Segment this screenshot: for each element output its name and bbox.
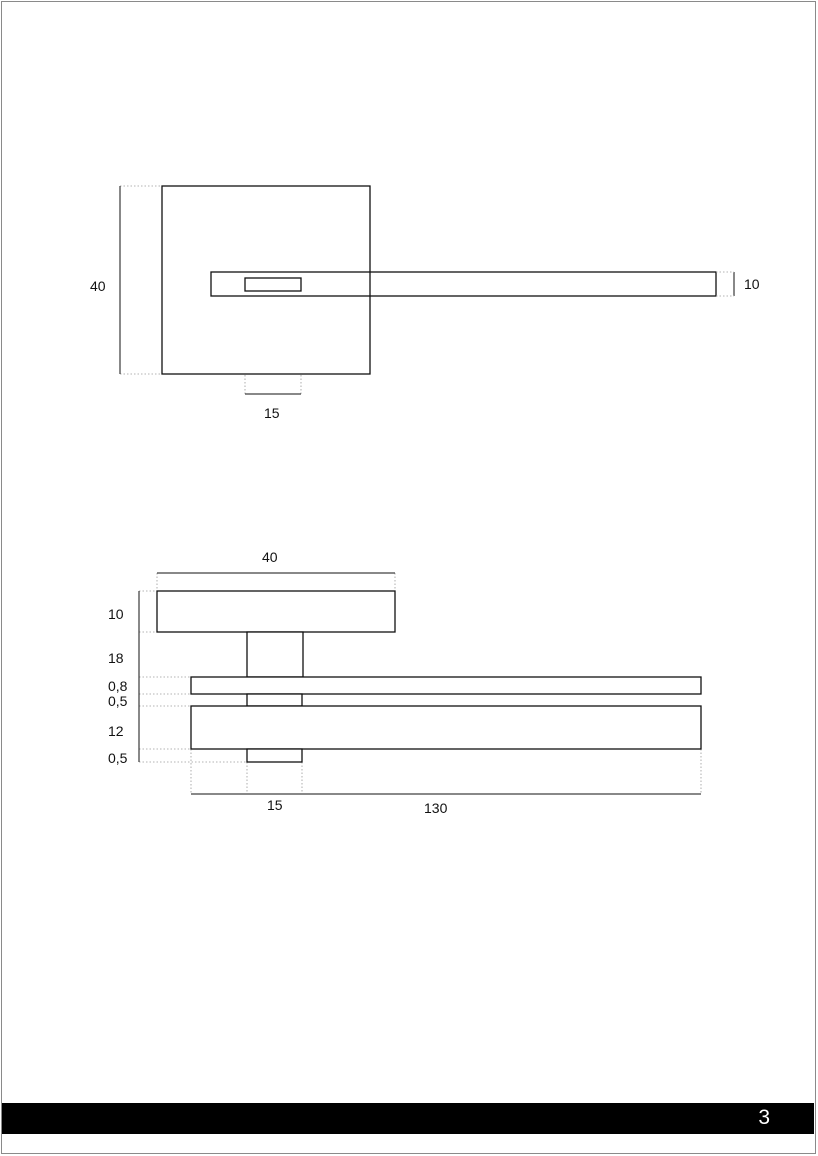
thin-plate (191, 677, 701, 694)
dim-label-spindle: 15 (264, 405, 280, 421)
dim-label-spindle: 15 (267, 797, 283, 813)
dim-label-plate-thickness: 0,8 (108, 678, 128, 694)
dim-label-gap-lower: 0,5 (108, 750, 128, 766)
spindle-slot (245, 278, 301, 291)
lower-spacer (247, 749, 302, 762)
dim-label-lever-height: 12 (108, 723, 124, 739)
top-view (90, 186, 760, 421)
dim-label-height: 40 (90, 278, 106, 294)
dim-label-lever-thickness: 10 (744, 276, 760, 292)
dim-label-lever-length: 130 (424, 800, 448, 816)
dim-label-rose-width: 40 (262, 549, 278, 565)
neck-block (247, 632, 303, 677)
side-view (108, 549, 701, 816)
lever-block (191, 706, 701, 749)
upper-spacer (247, 694, 302, 706)
dim-label-neck-height: 18 (108, 650, 124, 666)
page-number: 3 (758, 1106, 770, 1129)
dim-label-gap-upper: 0,5 (108, 693, 128, 709)
dim-label-rose-thickness: 10 (108, 606, 124, 622)
rose-block (157, 591, 395, 632)
footer-bar (2, 1103, 814, 1134)
